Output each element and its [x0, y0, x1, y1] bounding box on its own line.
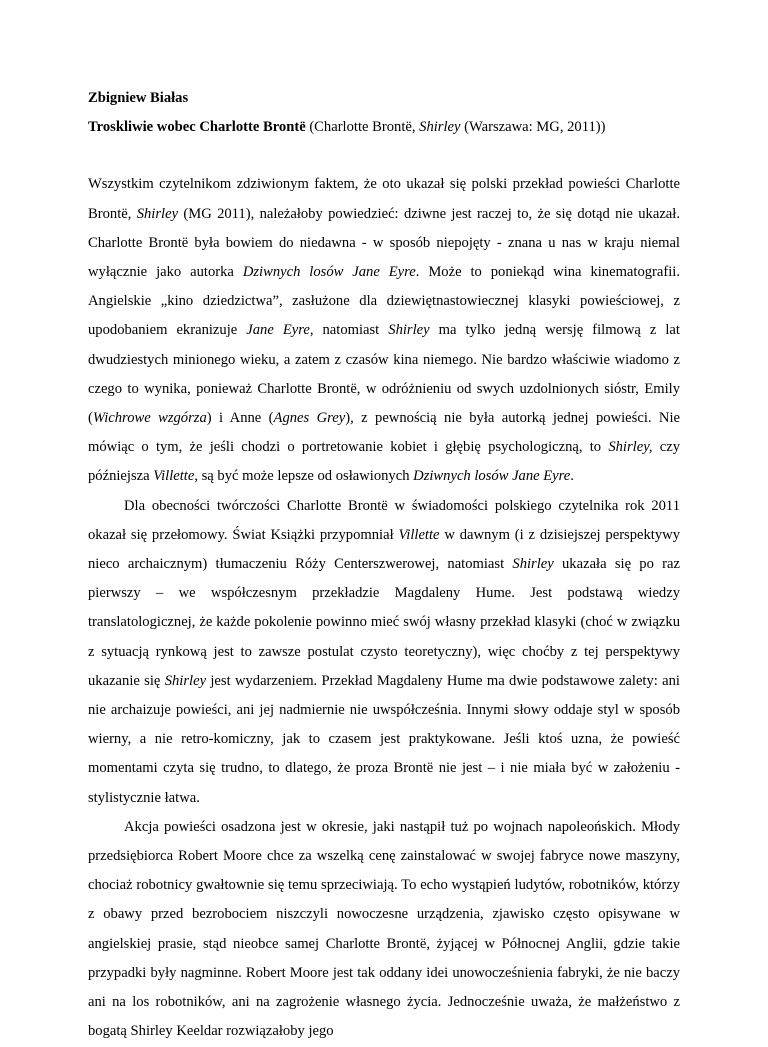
italic-title-run: Dziwnych losów Jane Eyre: [413, 468, 571, 485]
text-run: jest wydarzeniem. Przekład Magdaleny Hume ma dwie podstawowe zalety: ani nie archaizuje powieści, ani jej nadmiernie nie uwspółcześnia. Innymi słowy oddaje styl w sposób wierny, a nie retro-komiczny, jak to czasem jest praktykowane. Jeśli ktoś uzna, że powieść momentami czyta się trudno, to dlatego, że proza Brontë nie jest – i nie miała być w założeniu - stylistycznie łatwa.: [88, 672, 680, 806]
review-heading: [88, 113, 680, 142]
text-run: ukazała się po raz pierwszy – we współczesnym przekładzie Magdaleny Hume. Jest podstawą wiedzy translatologicznej, że każde pokolenie powinno mieć swój własny przekład klasyki (choć w związku z sytuacją rynkową jest to zawsze postulat czysto teoretyczny), więc choćby z tej perspektywy ukazanie się: [88, 556, 680, 689]
italic-title-run: Jane Eyre: [246, 322, 310, 339]
italic-title-run: Villette: [398, 526, 440, 543]
book-reference-title: Shirley: [419, 119, 461, 136]
italic-title-run: Shirley: [388, 322, 430, 339]
text-run: ), z pewnością nie była autorką jednej powieści. Nie mówiąc o tym, że jeśli chodzi o portretowanie kobiet i głębię psychologiczną, to: [88, 410, 680, 456]
text-run: Wszystkim czytelnikom zdziwionym faktem, że oto ukazał się polski przekład powieści Charlotte Brontë,: [88, 176, 680, 222]
text-run: czy późniejsza: [88, 439, 680, 485]
text-run: Dla obecności twórczości Charlotte Brontë w świadomości polskiego czytelnika rok 2011 okazał się przełomowy. Świat Książki przypomniał: [88, 497, 680, 543]
body-paragraph: [88, 492, 680, 813]
body-paragraph: [88, 170, 680, 491]
text-run: , natomiast: [309, 322, 389, 339]
italic-title-run: Shirley: [136, 205, 179, 222]
book-reference-open: (Charlotte Brontë,: [305, 119, 420, 136]
book-reference-close: (Warszawa: MG, 2011)): [460, 119, 606, 136]
author-name: Zbigniew Białas: [88, 90, 189, 106]
text-run: ) i Anne (: [206, 410, 274, 427]
text-run: (MG 2011), należałoby powiedzieć: dziwne jest raczej to, że się dotąd nie ukazał. Charlotte Brontë była bowiem do niedawna - w sposób niepojęty - znana u nas w kraju niemal wyłącznie jako autorka: [88, 205, 680, 281]
review-title: Troskliwie wobec Charlotte Brontë: [88, 119, 306, 136]
italic-title-run: Shirley: [164, 672, 207, 689]
italic-title-run: Shirley: [512, 556, 554, 573]
italic-title-run: Shirley,: [608, 439, 653, 456]
text-run: .: [570, 468, 574, 485]
text-run: Akcja powieści osadzona jest w okresie, jaki nastąpił tuż po wojnach napoleońskich. Młody przedsiębiorca Robert Moore chce za wszelką cenę zainstalować w swojej fabryce nowe maszyny, chociaż robotnicy gwałtownie się temu sprzeciwiają. To echo wystąpień ludytów, robotników, którzy z obawy przed bezrobociem niszczyli nowoczesne urządzenia, zjawisko często opisywane w angielskiej prasie, stąd nieobce samej Charlotte Brontë, żyjącej w Północnej Anglii, gdzie takie przypadki były nagminne. Robert Moore jest tak oddany idei unowocześnienia fabryki, że nie baczy ani na los robotników, ani na zagrożenie własnego życia. Jednocześnie uważa, że małżeństwo z bogatą Shirley Keeldar rozwiązałoby jego: [88, 818, 680, 1040]
italic-title-run: Wichrowe wzgórza: [92, 410, 207, 427]
body-paragraph: [88, 813, 680, 1047]
italic-title-run: Villette: [153, 468, 195, 485]
document-page: [88, 84, 680, 1047]
text-run: ma tylko jedną wersję filmową z lat dwudziestych minionego wieku, a zatem z czasów kina niemego. Nie bardzo właściwie wiadomo z czego to wynika, ponieważ Charlotte Brontë, w odróżnieniu od swych uzdolnionych sióstr, Emily (: [88, 322, 680, 427]
text-run: . Może to poniekąd wina kinematografii. Angielskie „kino dziedzictwa”, zasłużone dla dziewiętnastowiecznej klasyki powieściowej, z upodobaniem ekranizuje: [88, 264, 681, 339]
italic-title-run: Dziwnych losów Jane Eyre: [242, 264, 416, 281]
text-run: w dawnym (i z dzisiejszej perspektywy nieco archaicznym) tłumaczeniu Róży Centerszwerowej, natomiast: [88, 526, 680, 573]
italic-title-run: Agnes Grey: [273, 410, 346, 427]
article-body: [88, 170, 680, 1046]
text-run: , są być może lepsze od osławionych: [194, 468, 414, 485]
